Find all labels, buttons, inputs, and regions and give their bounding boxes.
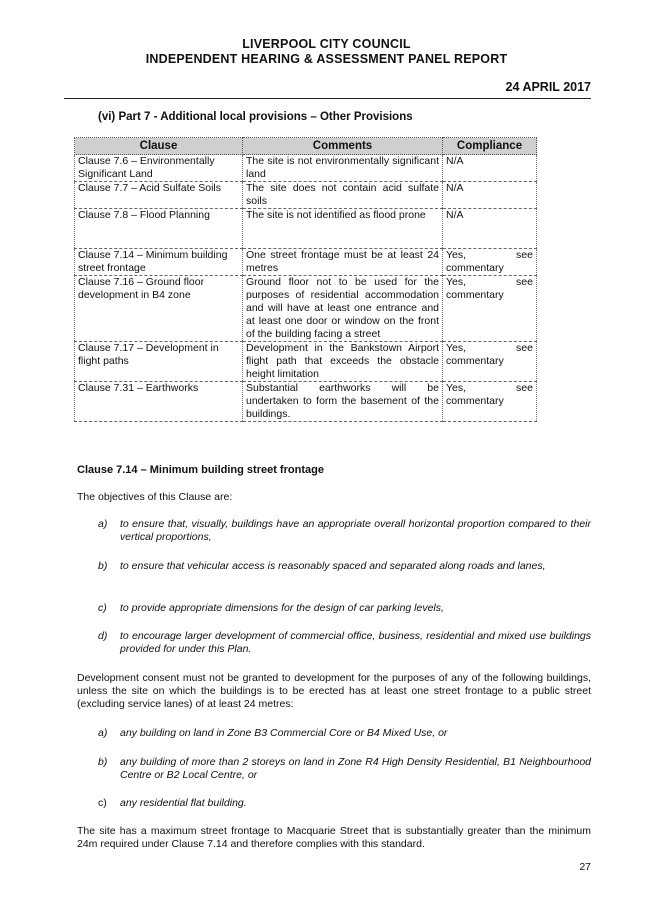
report-title: INDEPENDENT HEARING & ASSESSMENT PANEL REPORT (145, 52, 508, 66)
conclusion-paragraph: The site has a maximum street frontage to Macquarie Street that is substantially greater than the minimum 24m required under Clause 7.14 and therefore complies with this standard. (77, 825, 591, 850)
col-header-comments: Comments (243, 138, 443, 155)
clause-cell: Clause 7.17 – Development in flight paths (75, 342, 243, 382)
list-marker: d) (98, 630, 108, 642)
compliance-cell: Yes, see commentary (443, 276, 537, 342)
table-row (75, 155, 537, 182)
list-marker: c) (98, 602, 107, 614)
comments-cell: Development in the Bankstown Airport flight path that exceeds the obstacle height limitation (243, 342, 443, 382)
list-text: to ensure that, visually, buildings have an appropriate overall horizontal proportion compared to their vertical proportions, (120, 518, 591, 543)
list-text: any residential flat building. (120, 797, 247, 809)
list-item (98, 560, 591, 573)
list-item (98, 630, 591, 656)
clause-cell: Clause 7.14 – Minimum building street frontage (75, 249, 243, 276)
list-item (98, 602, 591, 615)
list-marker: b) (98, 560, 108, 572)
table-row (75, 276, 537, 342)
list-item (98, 756, 591, 782)
section-title: (vi) Part 7 - Additional local provisions – Other Provisions (98, 111, 413, 123)
list-marker: a) (98, 518, 108, 530)
objectives-intro: The objectives of this Clause are: (77, 491, 233, 503)
page-number: 27 (579, 861, 591, 873)
comments-cell: The site does not contain acid sulfate soils (243, 182, 443, 209)
list-item (98, 727, 591, 740)
clause-cell: Clause 7.6 – Environmentally Significant Land (75, 155, 243, 182)
report-date: 24 APRIL 2017 (505, 80, 591, 94)
consent-paragraph: Development consent must not be granted to development for the purposes of any of the following buildings, unless the site on which the buildings is to be erected has at least one street frontage to a public street (excluding service lanes) of at least 24 metres: (77, 672, 591, 710)
compliance-cell: Yes, see commentary (443, 342, 537, 382)
list-marker: c) (98, 797, 107, 809)
subheading: Clause 7.14 – Minimum building street frontage (77, 464, 324, 476)
compliance-cell: Yes, see commentary (443, 382, 537, 422)
clause-cell: Clause 7.16 – Ground floor development in B4 zone (75, 276, 243, 342)
compliance-cell: N/A (443, 209, 537, 249)
list-text: to provide appropriate dimensions for the design of car parking levels, (120, 602, 444, 614)
compliance-cell: Yes, see commentary (443, 249, 537, 276)
comments-cell: The site is not identified as flood prone (243, 209, 443, 249)
table-row (75, 249, 537, 276)
header-divider (64, 98, 591, 99)
list-text: to ensure that vehicular access is reasonably spaced and separated along roads and lanes, (120, 560, 546, 572)
clause-cell: Clause 7.31 – Earthworks (75, 382, 243, 422)
list-item (98, 797, 591, 810)
list-item (98, 518, 591, 544)
comments-cell: The site is not environmentally significant land (243, 155, 443, 182)
list-marker: b) (98, 756, 108, 768)
comments-cell: One street frontage must be at least 24 metres (243, 249, 443, 276)
list-text: any building on land in Zone B3 Commercial Core or B4 Mixed Use, or (120, 727, 448, 739)
table-row (75, 382, 537, 422)
clause-cell: Clause 7.8 – Flood Planning (75, 209, 243, 249)
table-header-row (75, 138, 537, 155)
compliance-cell: N/A (443, 155, 537, 182)
council-name: LIVERPOOL CITY COUNCIL (242, 37, 411, 51)
comments-cell: Ground floor not to be used for the purposes of residential accommodation and will have at least one entrance and at least one door or window on the front of the building facing a street (243, 276, 443, 342)
list-text: any building of more than 2 storeys on land in Zone R4 High Density Residential, B1 Neighbourhood Centre or B2 Local Centre, or (120, 756, 591, 781)
provisions-table (74, 137, 537, 422)
compliance-cell: N/A (443, 182, 537, 209)
list-marker: a) (98, 727, 108, 739)
col-header-clause: Clause (75, 138, 243, 155)
list-text: to encourage larger development of commercial office, business, residential and mixed use buildings provided for under this Plan. (120, 630, 591, 655)
comments-cell: Substantial earthworks will be undertaken to form the basement of the buildings. (243, 382, 443, 422)
table-row (75, 342, 537, 382)
clause-cell: Clause 7.7 – Acid Sulfate Soils (75, 182, 243, 209)
col-header-compliance: Compliance (443, 138, 537, 155)
table-row (75, 182, 537, 209)
table-row (75, 209, 537, 249)
